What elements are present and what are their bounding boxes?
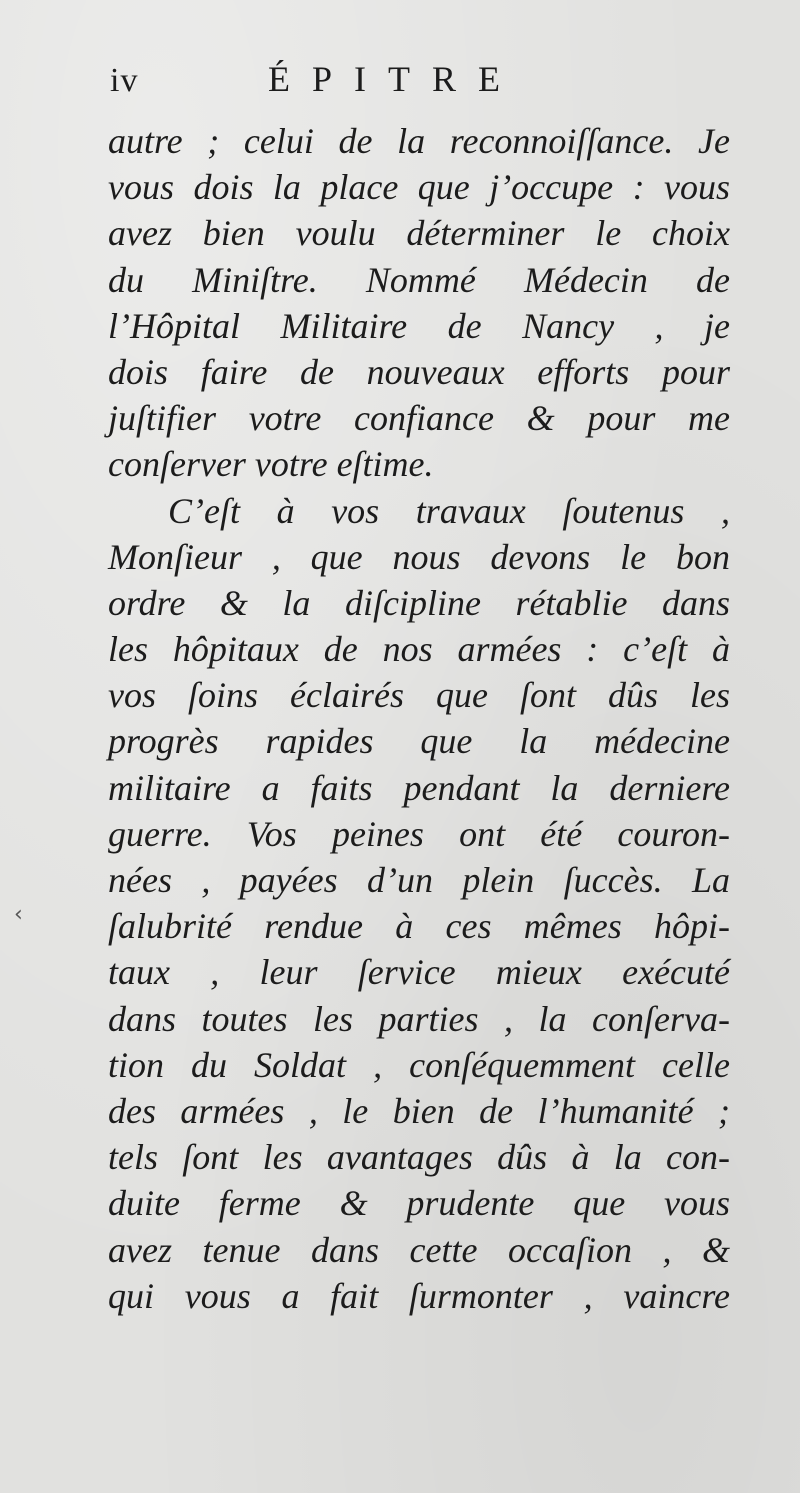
running-title: ÉPITRE (268, 59, 522, 99)
text-line: vos ſoins éclairés que ſont dûs les (108, 675, 730, 716)
text-line: C’eſt à vos travaux ſoutenus , (168, 490, 730, 531)
text-line: l’Hôpital Militaire de Nancy , je (108, 305, 730, 346)
text-line: duite ferme & prudente que vous (108, 1183, 730, 1224)
text-line: juſtifier votre confiance & pour me (108, 398, 730, 439)
running-head (110, 58, 730, 102)
text-line: guerre. Vos peines ont été couron- (108, 813, 730, 854)
margin-mark: ‹ (14, 902, 23, 927)
text-line: progrès rapides que la médecine (108, 721, 730, 762)
text-line: des armées , le bien de l’humanité ; (108, 1090, 730, 1131)
text-line: ſalubrité rendue à ces mêmes hôpi- (108, 906, 730, 947)
page-number: iv (110, 62, 139, 99)
text-line: avez tenue dans cette occaſion , & (108, 1229, 730, 1270)
text-line: les hôpitaux de nos armées : c’eſt à (108, 629, 730, 670)
text-line: militaire a faits pendant la derniere (108, 767, 730, 808)
text-line: ordre & la diſcipline rétablie dans (108, 582, 730, 623)
text-line: qui vous a fait ſurmonter , vaincre (108, 1275, 730, 1316)
text-line: Monſieur , que nous devons le bon (108, 536, 730, 577)
text-line: tels ſont les avantages dûs à la con- (108, 1137, 730, 1178)
text-line: nées , payées d’un plein ſuccès. La (108, 860, 730, 900)
text-line: du Miniſtre. Nommé Médecin de (108, 259, 730, 300)
text-line: conſerver votre eſtime. (108, 444, 434, 485)
text-line: tion du Soldat , conſéquemment celle (108, 1044, 730, 1085)
text-line: dans toutes les parties , la conſerva- (108, 998, 730, 1039)
text-line: dois faire de nouveaux efforts pour (108, 351, 730, 392)
text-line: avez bien voulu déterminer le choix (108, 213, 730, 254)
text-line: vous dois la place que j’occupe : vous (108, 167, 730, 208)
text-line: taux , leur ſervice mieux exécuté (108, 952, 730, 993)
text-line: autre ; celui de la reconnoiſſance. Je (108, 121, 730, 161)
body-text (108, 118, 730, 1319)
